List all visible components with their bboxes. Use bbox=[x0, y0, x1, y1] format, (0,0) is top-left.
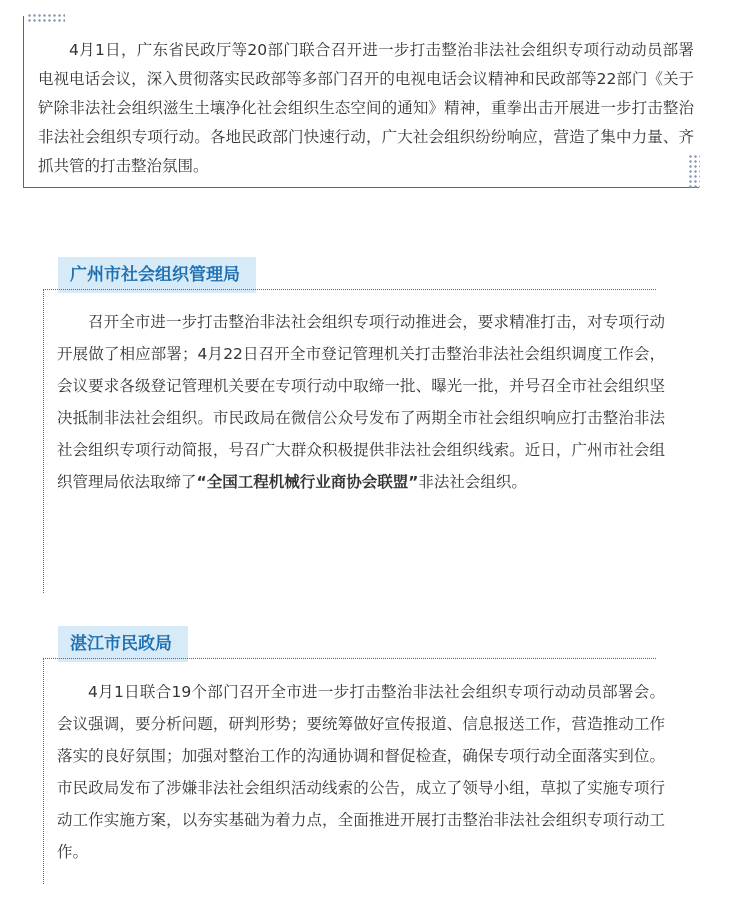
paragraph-text: 召开全市进一步打击整治非法社会组织专项行动推进会，要求精准打击，对专项行动开展做了相应部署；4月22日召开全市登记管理机关打击整治非法社会组织调度工作会，会议要求各级登记管理机关要在专项行动中取缔一批、曝光一批，并号召全市社会组织坚决抵制非法社会组织。市民政局在微信公众号发布了两期全市社会组织响应打击整治非法社会组织专项行动简报，号召广大群众积极提供非法社会组织线索。近日，广州市社会组织管理局依法取缔了 bbox=[57, 313, 665, 491]
section-paragraph-guangzhou bbox=[57, 306, 665, 498]
section-paragraph-zhanjiang: 4月1日联合19个部门召开全市进一步打击整治非法社会组织专项行动动员部署会。会议强调，要分析问题，研判形势；要统筹做好宣传报道、信息报送工作，营造推动工作落实的良好氛围；加强对整治工作的沟通协调和督促检查，确保专项行动全面落实到位。市民政局发布了涉嫌非法社会组织活动线索的公告，成立了领导小组，草拟了实施专项行动工作实施方案，以夯实基础为着力点，全面推进开展打击整治非法社会组织专项行动工作。 bbox=[57, 683, 665, 861]
paragraph-text-end: 非法社会组织。 bbox=[418, 473, 527, 491]
intro-paragraph: 4月1日，广东省民政厅等20部门联合召开进一步打击整治非法社会组织专项行动动员部署电视电话会议，深入贯彻落实民政部等多部门召开的电视电话会议精神和民政部等22部门《关于铲除非法社会组织滋生土壤净化社会组织生态空间的通知》精神，重拳出击开展进一步打击整治非法社会组织专项行动。各地民政部门快速行动，广大社会组织纷纷响应，营造了集中力量、齐抓共管的打击整治氛围。 bbox=[38, 41, 694, 175]
section-title-guangzhou: 广州市社会组织管理局 bbox=[58, 257, 256, 293]
section-title-zhanjiang: 湛江市民政局 bbox=[58, 626, 188, 662]
highlighted-organization-name: “全国工程机械行业商协会联盟” bbox=[196, 473, 419, 491]
